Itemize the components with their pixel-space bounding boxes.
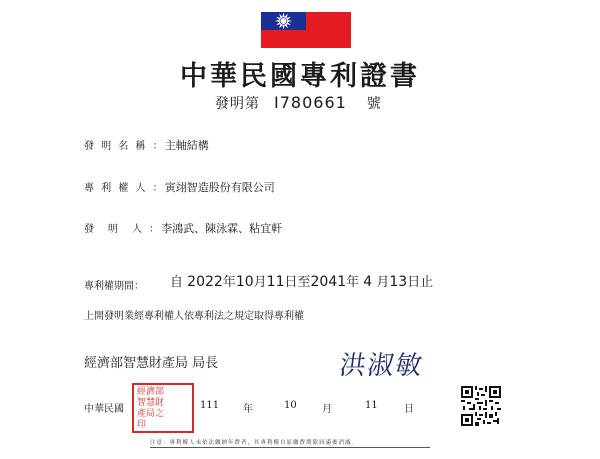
patentee-row <box>84 176 275 195</box>
white-sun-icon <box>274 12 293 30</box>
seal-line: 智慧財 <box>137 398 165 408</box>
term-end: 日止 <box>407 275 434 290</box>
certificate-suffix: 號 <box>366 96 381 112</box>
date-month-unit: 月 <box>322 404 332 415</box>
term-start-year: 2022 <box>187 274 223 290</box>
invention-name-row <box>84 134 209 153</box>
date-year-unit: 年 <box>243 404 253 415</box>
term-end-year: 2041 <box>310 274 347 290</box>
term-label: 專利權期間： <box>84 281 144 292</box>
bottom-rule <box>150 447 430 448</box>
date-era: 中華民國 <box>84 404 124 415</box>
seal-line: 經濟部 <box>137 387 165 397</box>
qr-code-icon <box>461 386 501 426</box>
inventor-row <box>84 217 282 236</box>
term-from: 自 <box>170 275 184 290</box>
patentee-label: 專 利 權 人 ： <box>84 183 165 194</box>
term-start-day: 11 <box>266 274 285 290</box>
date-month: 10 <box>284 400 297 411</box>
roc-flag-icon <box>261 12 351 48</box>
grant-statement: 上開發明業經專利權人依專利法之規定取得專利權 <box>84 311 304 322</box>
date-day-unit: 日 <box>404 404 414 415</box>
term-end-month: 4 <box>363 274 373 290</box>
certificate-number-line <box>215 93 381 113</box>
patentee-value: 寅翊智造股份有限公司 <box>164 181 275 194</box>
seal-line: 產局之 <box>137 409 165 419</box>
term-start-month: 10 <box>235 274 254 290</box>
inventor-value: 李鴻武、陳泳霖、粘宜軒 <box>161 222 283 235</box>
invention-name-value: 主軸結構 <box>164 139 209 152</box>
term-start-yue: 月 <box>253 275 267 290</box>
date-year: 111 <box>200 400 220 411</box>
certificate-type: 發明第 <box>215 96 260 112</box>
date-day: 11 <box>365 400 378 411</box>
term-start-nian: 年 <box>222 275 236 290</box>
director-signature: 洪淑敏 <box>337 351 426 381</box>
footnote: 注意：專利權人未依法繳納年費者，其專利權自原繳費期限屆滿後消滅。 <box>150 440 359 446</box>
term-end-nian: 年 <box>346 275 360 290</box>
term-end-yue: 月 <box>376 275 390 290</box>
certificate-title: 中華民國專利證書 <box>180 61 420 92</box>
certificate-number: I780661 <box>274 93 347 112</box>
term-period <box>170 271 433 290</box>
inventor-label: 發 明 人 ： <box>84 224 162 235</box>
issuing-office: 經濟部智慧財產局 局長 <box>84 356 219 371</box>
official-seal <box>132 383 194 433</box>
term-to: 日至 <box>284 275 311 290</box>
seal-line: 印 <box>137 420 147 430</box>
term-end-day: 13 <box>389 274 408 290</box>
invention-name-label: 發 明 名 稱 ： <box>84 141 165 152</box>
